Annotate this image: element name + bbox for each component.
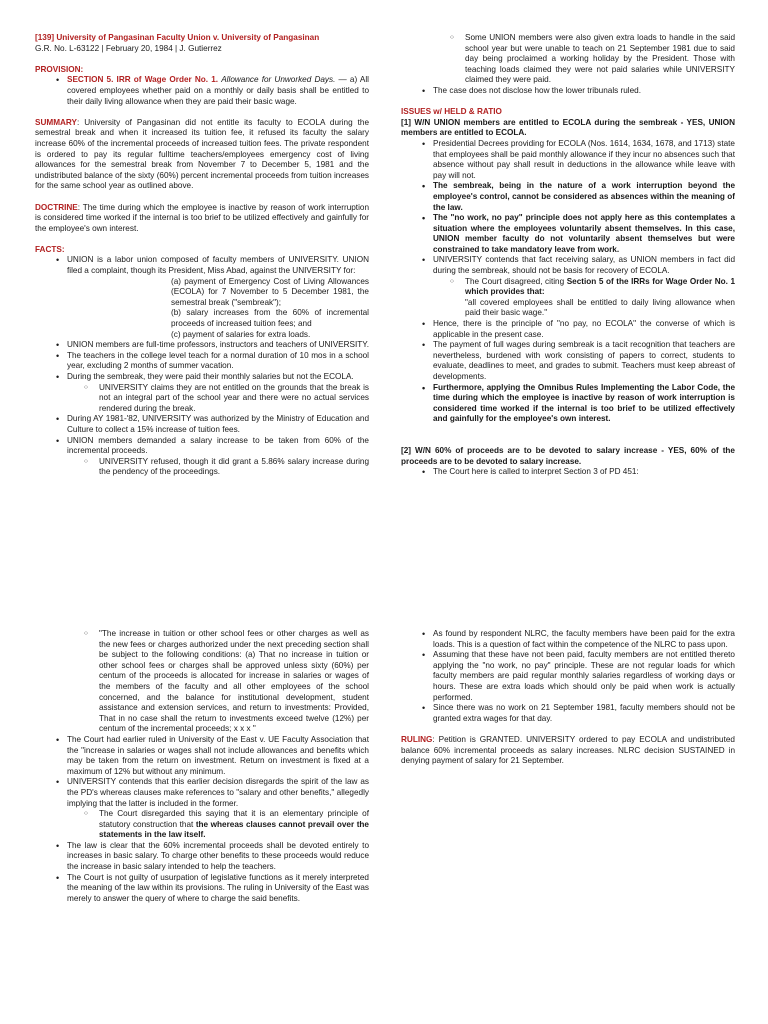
list-item: • Presidential Decrees providing for ECOLA (Nos. 1614, 1634, 1678, and 1713) state that employees shall be paid monthly allowance if they incur no absences such that absence without pay shall result in deductions in the allowance while leave with pay will not. bbox=[401, 139, 735, 181]
doctrine-text: : The time during which the employee is inactive by reason of work interruption is considered time worked if the internal is too brief to be utilized effectively and gainfully for the employee's own interest. bbox=[35, 202, 369, 233]
list-item: • Assuming that these have not been paid, faculty members are not entitled thereto applying the "no work, no pay" principle. These are not regular loads for which faculty members are paid regular monthly salaries regardless of working days or hours. These are extra loads which should only be paid when work is actually performed. bbox=[401, 650, 735, 703]
doctrine-label: DOCTRINE bbox=[35, 202, 78, 212]
list-item: • UNION members demanded a salary increase to be taken from 60% of the incremental proceeds. ○ UNIVERSITY refused, though it did grant a 5.86% salary increase during the pendency of the proceedings. bbox=[35, 436, 369, 478]
ruling-text: : Petition is GRANTED. UNIVERSITY ordered to pay ECOLA and undistributed balance 60% incremental proceeds as salary increases. NLRC decision SUSTAINED in denying payment of salary for 21 September. bbox=[401, 734, 735, 766]
list-subitem: (c) payment of salaries for extra loads. bbox=[171, 329, 311, 339]
list-item: • UNION members are full-time professors, instructors and teachers of UNIVERSITY. bbox=[35, 340, 369, 351]
list-item: • The law is clear that the 60% incremental proceeds shall be devoted entirely to increases in basic salary. To charge other benefits to these proceeds would reduce the increase in basic salary intended to help the teachers. bbox=[35, 841, 369, 873]
list-item: • The case does not disclose how the lower tribunals ruled. bbox=[401, 86, 735, 97]
left-column-top: [139] University of Pangasinan Faculty Union v. University of Pangasinan G.R. No. L-63122 | February 20, 1984 | J. Gutierrez PROVISION: • SECTION 5. IRR of Wage Order No. 1. Allowance for Unworked Days. — a) All covered employees whether paid on a monthly or daily basis shall be entitled to their daily living allowance when they are paid their basic wage. SUMMARY: University of Pangasinan did not entitle its faculty to ECOLA during the semestral break and when it increased its tuition fee, it refused its faculty the salary increase 60% of the incremental proceeds of increased tuition fees. The private respondent is ordered to pay its regular fulltime teachers/employees emergency cost of living allowances for the semestral break from November 7 to December 5, 1981 and the undistributed balance of the sixty (60%) percent incremental proceeds from tuition increases for the same school year as outlined above. DOCTRINE: The time during which the employee is inactive by reason of work interruption is considered time worked if the internal is too brief to be utilized effectively and gainfully for the employee's own interest. FACTS: • UNION is a labor union composed of faculty members of UNIVERSITY. UNION filed a complaint, though its President, Miss Abad, against the UNIVERSITY for: (a) payment of Emergency Cost of Living Allowances (ECOLA) for 7 November to 5 December 1981, the semestral break ("sembreak"); (b) salary increases from the 60% of incremental proceeds of increased tuition fees; and (c) payment of salaries for extra loads. • UNION members are full-time professors, instructors and teachers of UNIVERSITY. • The teachers in the college level teach for a normal duration of 10 mos in a school year, excluding 2 months of summer vacation. • During the sembreak, they were paid their monthly salaries but not the ECOLA. ○ UNIVERSITY claims they are not entitled on the grounds that the break is not an integral part of the school year and there were no actual services rendered during the break. • During AY 1981-'82, UNIVERSITY was authorized by the Ministry of Education and Culture to collect a 15% increase of tuition fees. • UNION members demanded a salary increase to be taken from 60% of the incremental proceeds. ○ UNIVERSITY refused, though it did grant a 5.86% salary increase during the pendency of the proceedings. bbox=[35, 33, 369, 478]
list-subitem: ○ UNIVERSITY refused, though it did grant a 5.86% salary increase during the pendency of the proceedings. bbox=[35, 457, 369, 478]
list-item: • As found by respondent NLRC, the faculty members have been paid for the extra loads. This is a question of fact within the competence of the NLRC to pass upon. bbox=[401, 629, 735, 650]
list-item: • Hence, there is the principle of "no pay, no ECOLA" the converse of which is applicable in the present case. bbox=[401, 319, 735, 340]
list-item: • UNIVERSITY contends that fact receiving salary, as UNION members in fact did during the sembreak, should not be basis for recovery of ECOLA. ○ The Court disagreed, citing Section 5 of the IRRs for Wage Order No. 1 which provides that: "all covered employees shall be entitled to daily living allowance when paid their basic wage." bbox=[401, 255, 735, 319]
provision-label: PROVISION bbox=[35, 64, 81, 74]
right-column-top bbox=[401, 33, 735, 478]
list-subitem: ○ UNIVERSITY claims they are not entitled on the grounds that the break is not an integral part of the school year and there were no actual services rendered during the break. bbox=[35, 383, 369, 415]
list-subitem: (b) salary increases from the 60% of incremental proceeds of increased tuition fees; and bbox=[171, 308, 369, 329]
list-item: • During the sembreak, they were paid their monthly salaries but not the ECOLA. ○ UNIVERSITY claims they are not entitled on the grounds that the break is not an integral part of the school year and there were no actual services rendered during the break. bbox=[35, 372, 369, 414]
quote-item: ○ "The increase in tuition or other school fees or other charges as well as the new fees or charges authorized under the next preceding section shall be subject to the following conditions: (a) That no increase in tuition or other school fees or charges shall be approved unless sixty (60%) per centum of the proceeds is allocated for increase in salaries or wages of the members of the faculty and all other employees of the school concerned, and the balance for institutional development, student assistance and extension services, and return to investments: Provided, That in no case shall the return to investments exceed twelve (12%) per centum of the incremental proceeds; x x x " bbox=[35, 629, 369, 735]
list-item: • During AY 1981-'82, UNIVERSITY was authorized by the Ministry of Education and Culture to collect a 15% increase of tuition fees. bbox=[35, 414, 369, 435]
list-item: • Since there was no work on 21 September 1981, faculty members should not be granted extra wages for that day. bbox=[401, 703, 735, 724]
list-item: • The Court had earlier ruled in University of the East v. UE Faculty Association that the "increase in salaries or wages shall not include allowances and benefits which may be taken from the return on investment. Return on investment is fixed at a maximum of 12% but without any minimum. bbox=[35, 735, 369, 777]
provision-list bbox=[35, 75, 369, 107]
list-item: • Furthermore, applying the Omnibus Rules Implementing the Labor Code, the time during which the employee is inactive by reason of work interruption is considered time worked if the internal is too brief to be utilized effectively and gainfully for the employee's own interest. bbox=[401, 383, 735, 425]
list-subitem: (a) payment of Emergency Cost of Living Allowances (ECOLA) for 7 November to 5 December 1981, the semestral break ("sembreak"); bbox=[171, 276, 369, 307]
ruling-paragraph bbox=[401, 735, 735, 767]
doctrine-paragraph bbox=[35, 203, 369, 235]
list-subitem: ○ The Court disregarded this saying that it is an elementary principle of statutory construction that the whereas clauses cannot prevail over the statements in the law itself. bbox=[35, 809, 369, 841]
left-column-bottom bbox=[35, 629, 369, 904]
issues-label: ISSUES w/ HELD & RATIO bbox=[401, 107, 502, 117]
facts-list bbox=[35, 255, 369, 477]
list-item: • The Court here is called to interpret Section 3 of PD 451: bbox=[401, 467, 735, 478]
summary-label: SUMMARY bbox=[35, 117, 77, 127]
list-item: • The payment of full wages during sembreak is a tacit recognition that teachers are nevertheless, burdened with work consisting of papers to correct, students to evaluate, deadlines to meet, and grades to submit. Teachers must keep abreast of developments. bbox=[401, 340, 735, 382]
right-column-bottom bbox=[401, 629, 735, 767]
list-subitem: ○ Some UNION members were also given extra loads to handle in the said school year but were unable to teach on 21 September 1981 due to said day being proclaimed a working holiday by the President. Those with teaching loads claimed they were not paid salaries while UNIVERSITY claimed they were paid. bbox=[401, 33, 735, 86]
summary-text: : University of Pangasinan did not entitle its faculty to ECOLA during the semestral break and when it increased its tuition fee, it refused its faculty the salary increase 60% of the incremental proceeds of increased tuition fees. The private respondent is ordered to pay its regular fulltime teachers/employees emergency cost of living allowances for the semestral break from November 7 to December 5, 1981 and the undistributed balance of the sixty (60%) percent incremental proceeds from tuition increases for the same school year as outlined above. bbox=[35, 117, 369, 191]
list-item: • The teachers in the college level teach for a normal duration of 10 mos in a school year, excluding 2 months of summer vacation. bbox=[35, 351, 369, 372]
provision-text: — a) All covered employees whether paid on a monthly or daily basis shall be entitled to their daily living allowance when they are paid their basic wage. bbox=[67, 75, 369, 106]
list-item: • UNION is a labor union composed of faculty members of UNIVERSITY. UNION filed a complaint, though its President, Miss Abad, against the UNIVERSITY for: (a) payment of Emergency Cost of Living Allowances (ECOLA) for 7 November to 5 December 1981, the semestral break ("sembreak"); (b) salary increases from the 60% of incremental proceeds of increased tuition fees; and (c) payment of salaries for extra loads. bbox=[35, 255, 369, 340]
case-meta: G.R. No. L-63122 | February 20, 1984 | J. Gutierrez bbox=[35, 43, 222, 53]
list-item: • The Court is not guilty of usurpation of legislative functions as it merely interpreted the meaning of the law within its provisions. The ruling in University of the East was merely to answer the query of where to charge the said benefits. bbox=[35, 873, 369, 905]
list-subitem: ○ The Court disagreed, citing Section 5 of the IRRs for Wage Order No. 1 which provides that: "all covered employees shall be entitled to daily living allowance when paid their basic wage." bbox=[401, 277, 735, 319]
list-item: • The sembreak, being in the nature of a work interruption beyond the employee's control, cannot be considered as absences within the meaning of the law. bbox=[401, 181, 735, 213]
provision-item bbox=[35, 75, 369, 107]
provision-italic: Allowance for Unworked Days. bbox=[221, 75, 336, 85]
list-item: • The "no work, no pay" principle does not apply here as this contemplates a situation where the employees voluntarily absent themselves. In this case, UNION member faculty do not voluntarily absent themselves but were constrained to take mandatory leave from work. bbox=[401, 213, 735, 255]
summary-paragraph bbox=[35, 118, 369, 192]
issue-1-heading: [1] W/N UNION members are entitled to ECOLA during the sembreak - YES, UNION members are entitled to ECOLA. bbox=[401, 117, 735, 138]
quote-line: "all covered employees shall be entitled to daily living allowance when paid their basic wage." bbox=[465, 297, 735, 318]
ruling-label: RULING bbox=[401, 734, 433, 744]
case-title: [139] University of Pangasinan Faculty Union v. University of Pangasinan bbox=[35, 33, 320, 42]
issue-1-list bbox=[401, 139, 735, 425]
list-item: • UNIVERSITY contends that this earlier decision disregards the spirit of the law as the PD's whereas clauses make references to "salary and other benefits," allegedly implying that the latter is included in the former. ○ The Court disregarded this saying that it is an elementary principle of statutory construction that the whereas clauses cannot prevail over the statements in the law itself. bbox=[35, 777, 369, 841]
facts-label: FACTS bbox=[35, 244, 62, 254]
issue-2-heading: [2] W/N 60% of proceeds are to be devoted to salary increase - YES, 60% of the proceeds are to be devoted to salary increase. bbox=[401, 446, 735, 466]
provision-section: SECTION 5. IRR of Wage Order No. 1. bbox=[67, 75, 219, 85]
